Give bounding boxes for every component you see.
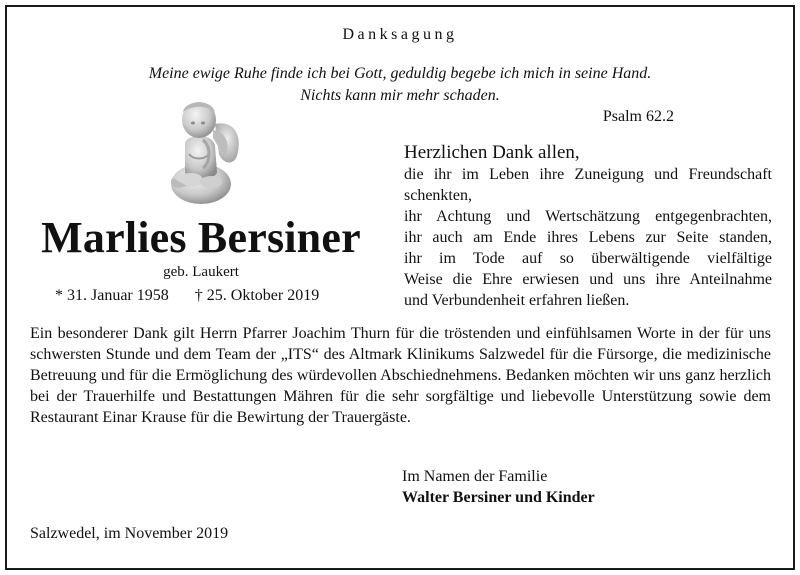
thanks-line: ihr Achtung und Wertschätzung entgegenbrachten, (404, 208, 772, 225)
thanks-title: Herzlichen Dank allen, (404, 142, 580, 163)
psalm-reference: Psalm 62.2 (602, 108, 674, 125)
deceased-name: Marlies Bersiner (41, 213, 361, 262)
signature-intro: Im Namen der Familie (402, 468, 548, 485)
life-dates (55, 287, 319, 305)
verse-line-2: Nichts kann mir mehr schaden. (300, 87, 500, 104)
thanks-line: ihr auch am Ende ihres Lebens zur Seite standen, (404, 229, 772, 246)
verse-line-1: Meine ewige Ruhe finde ich bei Gott, geduldig begebe ich mich in seine Hand. (148, 65, 652, 82)
thanks-line: die ihr im Leben ihre Zuneigung und Freundschaft (404, 166, 772, 183)
signature-family: Walter Bersiner und Kinder (402, 489, 595, 506)
death-date: † 25. Oktober 2019 (194, 287, 320, 304)
notice-heading: Danksagung (342, 26, 458, 43)
thanks-line: schenkten, (404, 187, 472, 204)
thanks-body (404, 164, 772, 311)
thanks-line: und Verbundenheit erfahren ließen. (404, 292, 630, 309)
signature-block (402, 466, 595, 508)
thanks-line: Weise die Ehre erwiesen und uns ihre Anteilnahme (404, 271, 772, 288)
birth-name: geb. Laukert (163, 264, 239, 280)
place-date: Salzwedel, im November 2019 (30, 525, 229, 542)
angel-figurine-icon (163, 94, 243, 209)
thanks-line: ihr im Tode auf so überwältigende vielfältige (404, 250, 772, 267)
birth-date: * 31. Januar 1958 (55, 287, 169, 304)
acknowledgement-paragraph: Ein besonderer Dank gilt Herrn Pfarrer Joachim Thurn für die tröstenden und einfühlsamen Worte in der für uns schwersten Stunde und dem Team der „ITS“ des Altmark Klinikums Salzwedel für die Fürsorge, die medizinische Betreuung und für die Ermöglichung des würdevollen Abschiednehmens. Bedanken möchten wir uns ganz herzlich bei der Trauerhilfe und Bestattungen Mähren für die sehr sorgfältige und liebevolle Unterstützung sowie dem Restaurant Einar Krause für die Bewirtung der Trauergäste. (30, 325, 771, 426)
bible-verse (0, 63, 800, 107)
